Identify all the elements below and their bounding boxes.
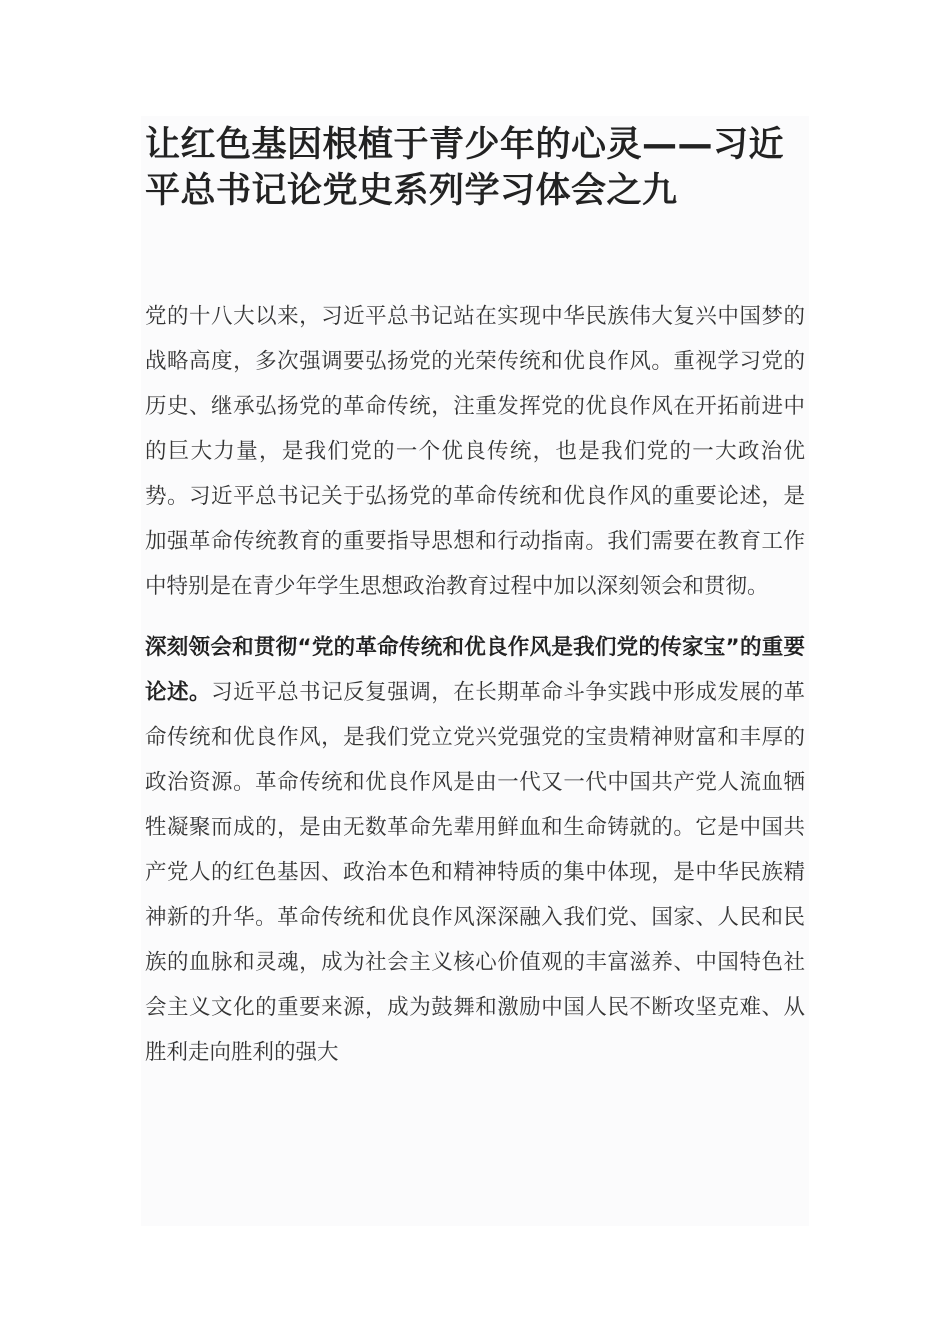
- paragraph-section-1: [145, 625, 805, 1075]
- article-panel: [141, 116, 809, 1226]
- article-body: [145, 294, 805, 1075]
- article-title: 让红色基因根植于青少年的心灵——习近平总书记论党史系列学习体会之九: [145, 125, 785, 211]
- section-body-text: 习近平总书记反复强调，在长期革命斗争实践中形成发展的革命传统和优良作风，是我们党立党兴党强党的宝贵精神财富和丰厚的政治资源。革命传统和优良作风是由一代又一代中国共产党人流血牺牲凝聚而成的，是由无数革命先辈用鲜血和生命铸就的。它是中国共产党人的红色基因、政治本色和精神特质的集中体现，是中华民族精神新的升华。革命传统和优良作风深深融入我们党、国家、人民和民族的血脉和灵魂，成为社会主义核心价值观的丰富滋养、中国特色社会主义文化的重要来源，成为鼓舞和激励中国人民不断攻坚克难、从胜利走向胜利的强大: [145, 680, 805, 1065]
- section-lead-heading: 深刻领会和贯彻“党的革命传统和优良作风是我们党的传家宝”的重要论述。: [145, 635, 805, 705]
- paragraph-intro: 党的十八大以来，习近平总书记站在实现中华民族伟大复兴中国梦的战略高度，多次强调要弘扬党的光荣传统和优良作风。重视学习党的历史、继承弘扬党的革命传统，注重发挥党的优良作风在开拓前进中的巨大力量，是我们党的一个优良传统，也是我们党的一大政治优势。习近平总书记关于弘扬党的革命传统和优良作风的重要论述，是加强革命传统教育的重要指导思想和行动指南。我们需要在教育工作中特别是在青少年学生思想政治教育过程中加以深刻领会和贯彻。: [145, 304, 805, 599]
